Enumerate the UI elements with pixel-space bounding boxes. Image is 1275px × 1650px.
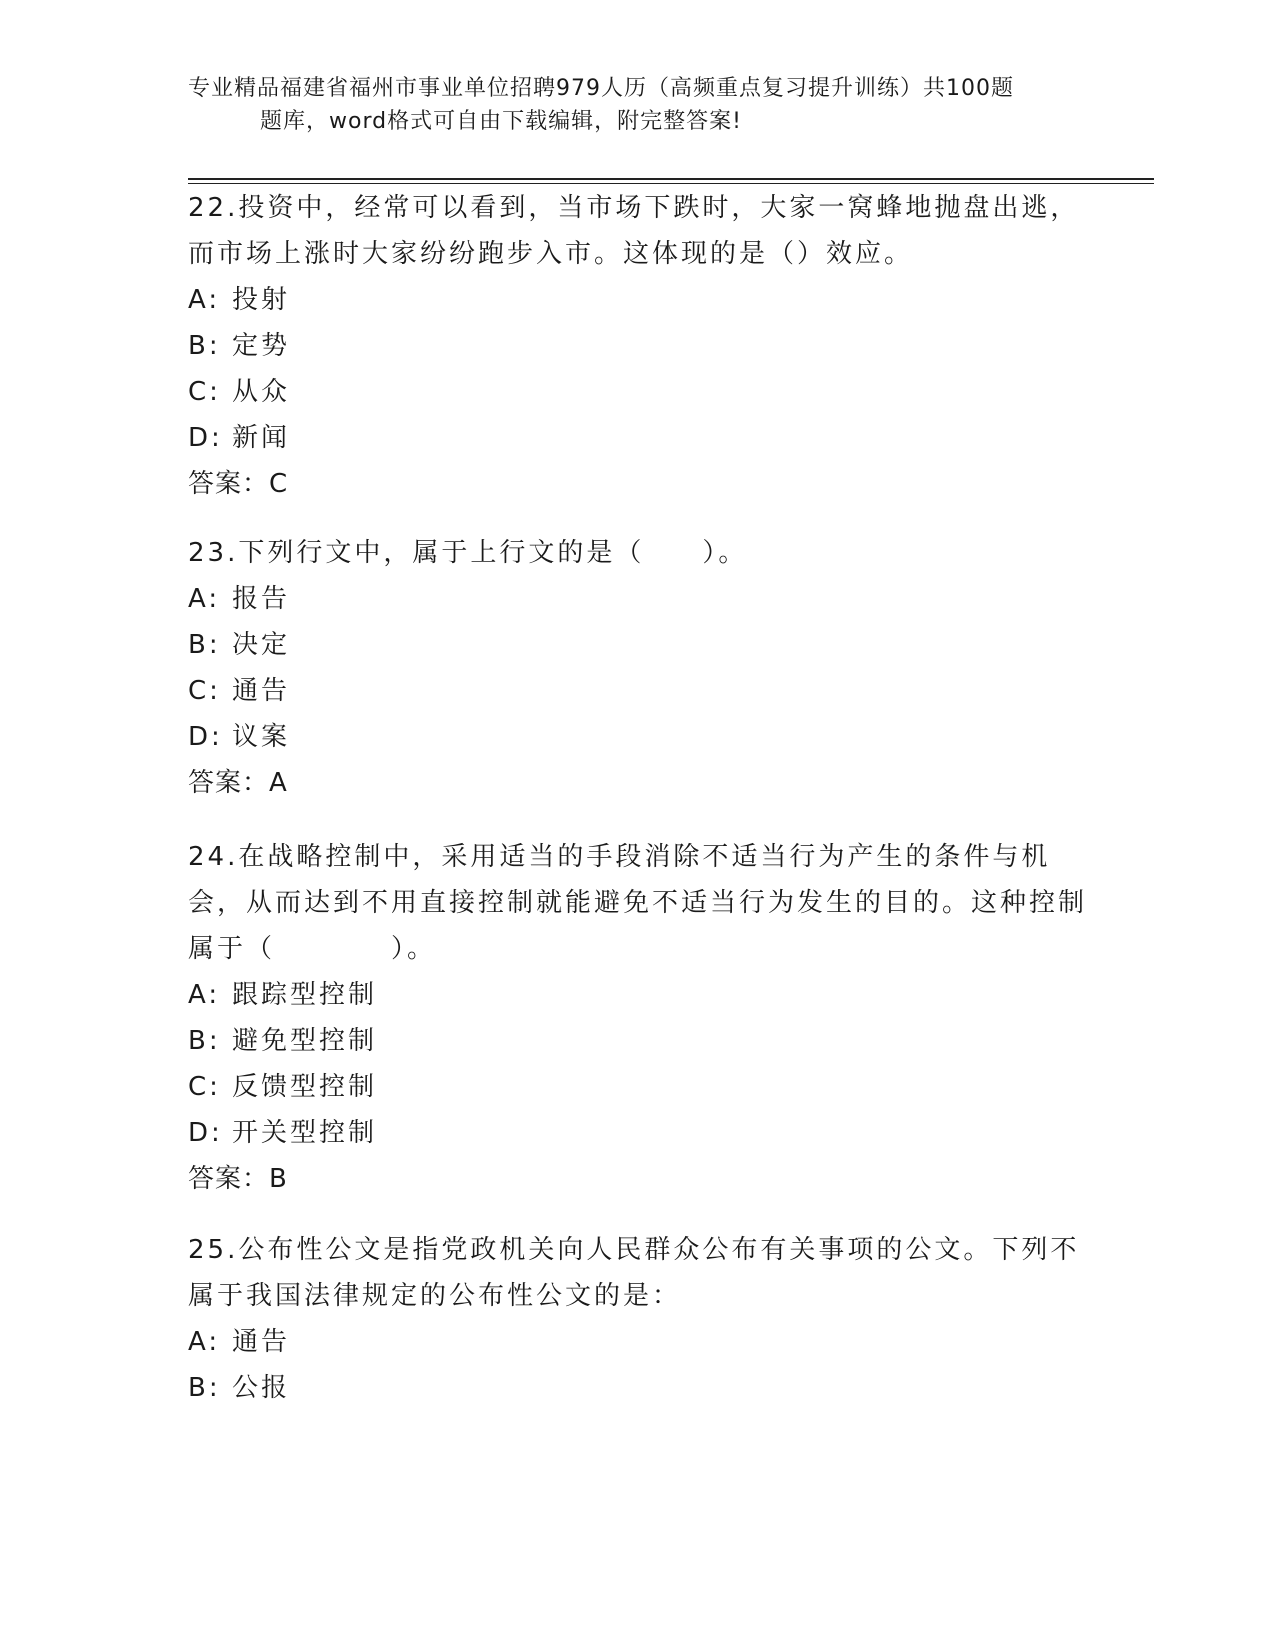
option-text: 避免型控制 xyxy=(232,1026,378,1056)
answer-label: 答案： xyxy=(188,1164,270,1194)
document-header xyxy=(188,72,1088,138)
option-label: B: xyxy=(188,630,221,660)
option-text: 定势 xyxy=(232,331,291,361)
option-text: 通告 xyxy=(232,1327,291,1357)
option-text: 投射 xyxy=(232,285,291,315)
option-text: 通告 xyxy=(232,676,291,706)
option-d xyxy=(188,1110,1088,1156)
header-divider-thick xyxy=(188,178,1154,180)
option-b xyxy=(188,622,1088,668)
option-label: A: xyxy=(188,1327,221,1357)
question-25 xyxy=(188,1227,1088,1411)
question-stem: 23.下列行文中，属于上行文的是（ ）。 xyxy=(188,538,748,568)
header-divider-thin xyxy=(188,183,1154,184)
question-stem: 24.在战略控制中，采用适当的手段消除不适当行为产生的条件与机会，从而达到不用直接控制就能避免不适当行为发生的目的。这种控制属于（ ）。 xyxy=(188,842,1088,964)
option-c xyxy=(188,369,1088,415)
answer-line xyxy=(188,760,1088,806)
option-label: B: xyxy=(188,1026,221,1056)
question-stem: 22.投资中，经常可以看到，当市场下跌时，大家一窝蜂地抛盘出逃，而市场上涨时大家纷纷跑步入市。这体现的是（）效应。 xyxy=(188,193,1080,269)
option-label: B: xyxy=(188,331,221,361)
answer-value: C xyxy=(269,469,289,499)
question-23 xyxy=(188,530,1088,806)
option-label: D: xyxy=(188,1118,223,1148)
option-a xyxy=(188,576,1088,622)
option-label: C: xyxy=(188,676,221,706)
header-title-line1: 专业精品福建省福州市事业单位招聘979人历（高频重点复习提升训练）共100题 xyxy=(188,76,1014,101)
option-text: 议案 xyxy=(232,722,291,752)
answer-label: 答案： xyxy=(188,469,270,499)
answer-value: B xyxy=(269,1164,288,1194)
question-22 xyxy=(188,185,1088,507)
option-a xyxy=(188,1319,1088,1365)
option-text: 公报 xyxy=(232,1373,291,1403)
option-text: 从众 xyxy=(232,377,291,407)
option-text: 开关型控制 xyxy=(232,1118,378,1148)
option-label: C: xyxy=(188,377,221,407)
option-label: D: xyxy=(188,423,223,453)
header-title-line2: 题库，word格式可自由下载编辑，附完整答案! xyxy=(260,109,742,134)
option-label: A: xyxy=(188,584,221,614)
option-label: D: xyxy=(188,722,223,752)
option-c xyxy=(188,1064,1088,1110)
option-label: C: xyxy=(188,1072,221,1102)
option-b xyxy=(188,1365,1088,1411)
option-a xyxy=(188,277,1088,323)
option-text: 新闻 xyxy=(232,423,291,453)
option-text: 决定 xyxy=(232,630,291,660)
option-text: 报告 xyxy=(232,584,291,614)
answer-label: 答案： xyxy=(188,768,270,798)
answer-line xyxy=(188,461,1088,507)
question-24 xyxy=(188,834,1088,1202)
option-c xyxy=(188,668,1088,714)
option-label: B: xyxy=(188,1373,221,1403)
option-d xyxy=(188,415,1088,461)
answer-value: A xyxy=(269,768,288,798)
question-stem: 25.公布性公文是指党政机关向人民群众公布有关事项的公文。下列不属于我国法律规定的公布性公文的是： xyxy=(188,1235,1080,1311)
answer-line xyxy=(188,1156,1088,1202)
option-a xyxy=(188,972,1088,1018)
option-text: 反馈型控制 xyxy=(232,1072,378,1102)
option-d xyxy=(188,714,1088,760)
option-b xyxy=(188,1018,1088,1064)
option-b xyxy=(188,323,1088,369)
option-label: A: xyxy=(188,285,221,315)
option-text: 跟踪型控制 xyxy=(232,980,378,1010)
option-label: A: xyxy=(188,980,221,1010)
